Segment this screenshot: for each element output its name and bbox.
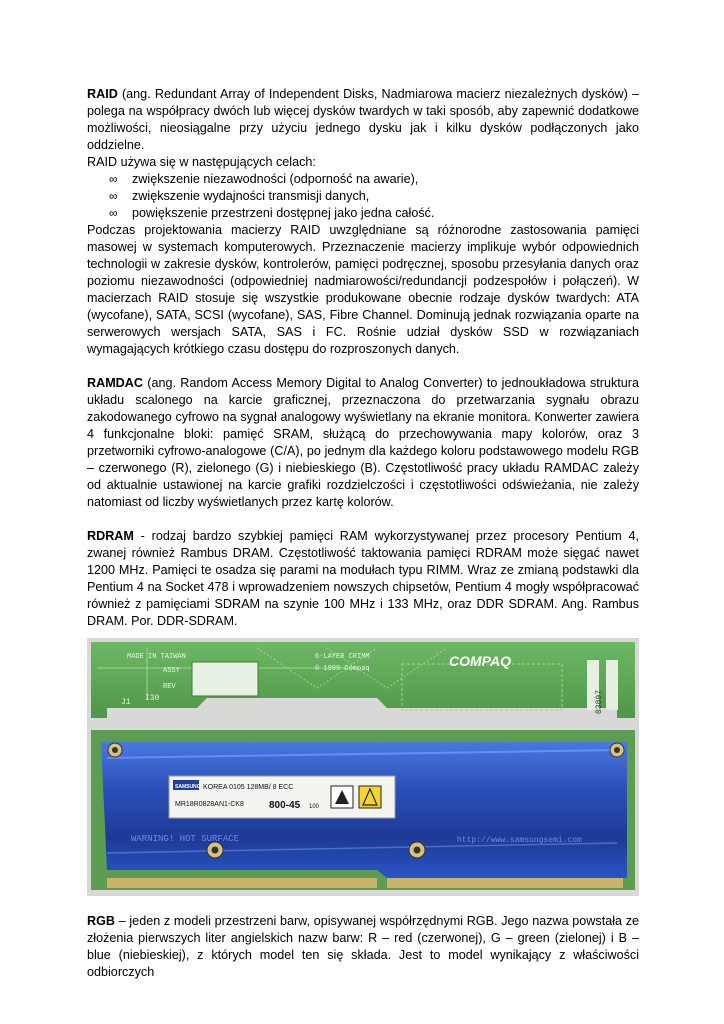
raid-intro-text: (ang. Redundant Array of Independent Disks, Nadmiarowa macierz niezależnych dysków) – polega na współpracy dwóch lub więcej dysków twardych w taki sposób, aby zapewnić dodatkowe możliwości, nieosiągalne przy użyciu jednego dysku jak i kilku dysków podłączonych jako oddzielne.	[87, 87, 639, 152]
samsung-logo: SAMSUNG	[175, 784, 201, 790]
rgb-paragraph	[87, 913, 639, 981]
pcb-j1-number: I30	[145, 694, 160, 703]
label-speed: 800-45	[269, 800, 301, 811]
memory-label-sticker	[169, 776, 395, 818]
bullet-icon: ∞	[109, 189, 118, 203]
ramdac-paragraph	[87, 375, 639, 511]
raid-body: Podczas projektowania macierzy RAID uwzględniane są różnorodne zastosowania pamięci masowej w systemach komputerowych. Przeznaczenie macierzy implikuje wybór odpowiednich technologii w zakresie dysków, kontrolerów, pamięci podręcznej, sposobu przesyłania danych oraz poziomu niezawodności (odpowiedniej nadmiarowości/redundancji podzespołów i połączeń). W macierzach RAID stosuje się wszystkie produkowane obecnie rodzaje dysków twardych: ATA (wycofane), SATA, SCSI (wycofane), SAS, Fibre Channel. Dominują jednak rozwiązania oparte na serwerowych wersjach SATA, SAS i FC. Rośnie udział dysków SSD w rozwiązaniach wymagających krótkiego czasu dostępu do rozproszonych danych.	[87, 223, 639, 356]
raid-uses-list	[87, 171, 639, 222]
bullet-icon: ∞	[109, 172, 118, 186]
rdram-module-photo	[87, 638, 639, 896]
list-item-text: zwiększenie wydajności transmisji danych,	[132, 189, 370, 203]
gold-contacts	[107, 878, 623, 888]
pcb-copyright-label: © 1999 Compaq	[315, 665, 370, 673]
document-page	[87, 86, 639, 981]
pcb-assy-label: ASSY	[163, 667, 180, 675]
pcb-layer-label: 6-LAYER CRIMM	[315, 653, 370, 661]
label-speed-suffix: 100	[309, 804, 320, 810]
rdram-section	[87, 528, 639, 630]
rdram-term: RDRAM	[87, 529, 134, 543]
list-item-text: zwiększenie niezawodności (odporność na awarie),	[132, 172, 419, 186]
rgb-section	[87, 913, 639, 981]
pcb-j1-label: J1	[121, 698, 131, 707]
hot-surface-warning: WARNING! HOT SURFACE	[131, 834, 240, 844]
rdram-paragraph	[87, 528, 639, 630]
raid-intro	[87, 86, 639, 154]
bullet-icon: ∞	[109, 206, 118, 220]
ramdac-text: (ang. Random Access Memory Digital to Analog Converter) to jednoukładowa struktura układu scalonego na karcie graficznej, przeznaczona do przetwarzania sygnału obrazu zakodowanego cyfrowo na sygnał analogowy wyświetlany na ekranie monitora. Konwerter zawiera 4 funkcjonalne bloki: pamięć SRAM, służącą do przechowywania mapy kolorów, oraz 3 przetworniki cyfrowo-analogowe (C/A), po jednym dla każdego koloru podstawowego modelu RGB – czerwonego (R), zielonego (G) i niebieskiego (B). Częstotliwość pracy układu RAMDAC zależy od aktualnie ustawionej na karcie grafiki rozdzielczości i częstotliwości odświeżania, nie zależy natomiast od liczby wyświetlanych przez kartę kolorów.	[87, 376, 639, 509]
rdram-text: - rodzaj bardzo szybkiej pamięci RAM wykorzystywanej przez procesory Pentium 4, zwanej również Rambus DRAM. Częstotliwość taktowania pamięci RDRAM może sięgać nawet 1200 MHz. Pamięci te osadza się parami na modułach typu RIMM. Wraz ze zmianą podstawki dla Pentium 4 na Socket 478 i wprowadzeniem nowszych chipsetów, Pentium 4 mogły współpracować również z pamięciami SDRAM na szynie 100 MHz i 133 MHz, oraz DDR SDRAM. Ang. Rambus DRAM. Por. DDR-SDRAM.	[87, 529, 639, 628]
rgb-text: – jeden z modeli przestrzeni barw, opisywanej współrzędnymi RGB. Jego nazwa powstała ze złożenia pierwszych liter angielskich nazw barw: R – red (czerwonej), G – green (zielonej) i B – blue (niebieskiej), z których model ten się składa. Jest to model wynikający z właściwości odbiorczych	[87, 914, 639, 979]
label-line-1: KOREA 0105 128MB/ 8 ECC	[203, 784, 294, 791]
list-item-text: powiększenie przestrzeni dostępnej jako jedna całość.	[132, 206, 435, 220]
list-item	[87, 205, 639, 222]
pcb-rev-label: REV	[163, 683, 176, 691]
raid-section	[87, 86, 639, 358]
rgb-term: RGB	[87, 914, 115, 928]
ramdac-section	[87, 375, 639, 511]
compaq-logo: COMPAQ	[449, 653, 511, 669]
list-item	[87, 188, 639, 205]
ramdac-term: RAMDAC	[87, 376, 143, 390]
pcb-board	[91, 642, 635, 718]
list-item	[87, 171, 639, 188]
label-line-2: MR18R0828AN1-CK8	[175, 801, 244, 808]
rdram-module-illustration	[87, 638, 639, 896]
pcb-made-in-label: MADE IN TAIWAN	[127, 653, 186, 661]
heatspreader-url: http://www.samsungsemi.com	[457, 836, 582, 845]
raid-term: RAID	[87, 87, 118, 101]
raid-uses-lead: RAID używa się w następujących celach:	[87, 155, 316, 169]
pcb-code-label: 03897	[595, 689, 604, 714]
